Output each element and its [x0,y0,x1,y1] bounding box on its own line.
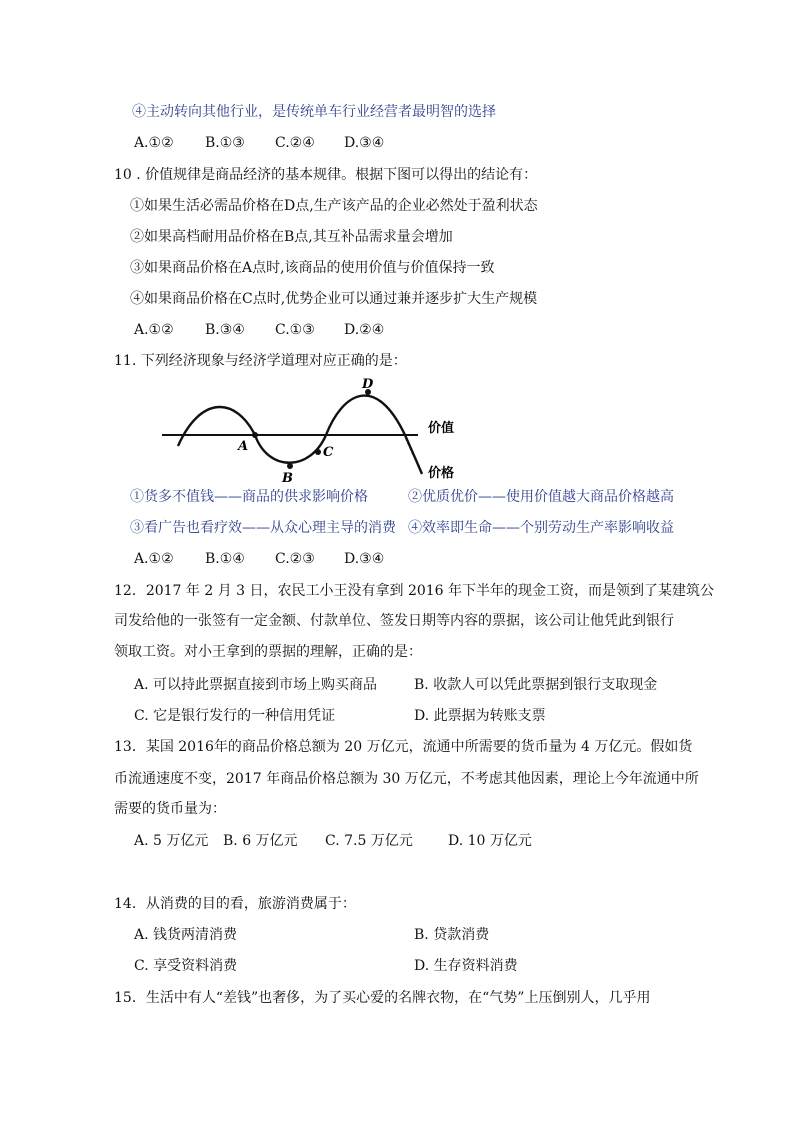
q14-option-a: A. 钱货两清消费 [134,927,238,943]
q9-item-4: ④主动转向其他行业，是传统单车行业经营者最明智的选择 [132,104,496,120]
q12-line-2: 司发给他的一张签有一定金额、付款单位、签发日期等内容的票据，该公司让他凭此到银行 [114,613,674,629]
q9-option-a: A.①② [134,135,174,151]
q11-item-3: ③看广告也看疗效——从众心理主导的消费 [130,520,396,536]
q10-item-4: ④如果商品价格在C点时,优势企业可以通过兼并逐步扩大生产规模 [130,291,538,307]
q10-option-b: B.③④ [205,322,245,338]
q11-item-1: ①货多不值钱——商品的供求影响价格 [130,489,368,505]
q11-item-2: ②优质优价——使用价值越大商品价格越高 [408,489,674,505]
q13-line-1: 13．某国 2016年的商品价格总额为 20 万亿元，流通中所需要的货币量为 4 万亿元。假如货 [114,739,693,755]
q13-line-3: 需要的货币量为： [114,801,226,817]
q12-line-1: 12．2017 年 2 月 3 日，农民工小王没有拿到 2016 年下半年的现金工资，而是领到了某建筑公 [114,583,715,599]
q13-option-c: C. 7.5 万亿元 [325,833,413,849]
label-a: A [238,439,249,454]
q10-item-2: ②如果高档耐用品价格在B点,其互补品需求量会增加 [130,229,453,245]
q12-option-a: A. 可以持此票据直接到市场上购买商品 [134,677,378,693]
point-c [315,449,321,455]
q10-option-a: A.①② [134,322,174,338]
q9-option-c: C.②④ [275,135,315,151]
q13-option-d: D. 10 万亿元 [448,833,532,849]
label-value: 价值 [428,421,455,436]
q9-option-d: D.③④ [344,135,385,151]
q14-stem: 14．从消费的目的看，旅游消费属于： [114,896,356,912]
q10-stem: 10 . 价值规律是商品经济的基本规律。根据下图可以得出的结论有： [114,167,538,183]
q10-item-3: ③如果商品价格在A点时,该商品的使用价值与价值保持一致 [130,260,495,276]
label-price: 价格 [428,466,455,481]
q15-line-1: 15．生活中有人“差钱”也奢侈，为了买心爱的名牌衣物，在“气势”上压倒别人，几乎用 [114,990,651,1006]
q11-stem: 11. 下列经济现象与经济学道理对应正确的是： [114,353,407,369]
value-price-figure [160,374,480,484]
q10-item-1: ①如果生活必需品价格在D点,生产该产品的企业必然处于盈利状态 [130,198,538,214]
point-b [287,463,293,469]
q11-option-c: C.②③ [275,551,315,567]
q13-option-b: B. 6 万亿元 [223,833,298,849]
label-b: B [282,471,293,484]
q14-option-b: B. 贷款消费 [414,927,490,943]
q12-option-b: B. 收款人可以凭此票据到银行支取现金 [414,677,658,693]
q12-line-3: 领取工资。对小王拿到的票据的理解，正确的是： [114,644,422,660]
q13-line-2: 币流通速度不变，2017 年商品价格总额为 30 万亿元，不考虑其他因素，理论上今年流通中所 [114,771,699,787]
label-c: C [323,445,334,460]
q11-item-4: ④效率即生命——个别劳动生产率影响收益 [408,520,674,536]
q11-option-a: A.①② [134,551,174,567]
q10-option-d: D.②④ [344,322,385,338]
q14-option-d: D. 生存资料消费 [414,958,518,974]
q13-option-a: A. 5 万亿元 [134,833,209,849]
q11-option-b: B.①④ [205,551,245,567]
q14-option-c: C. 享受资料消费 [134,958,238,974]
point-a [252,432,258,438]
q12-option-c: C. 它是银行发行的一种信用凭证 [134,708,336,724]
q9-option-b: B.①③ [205,135,245,151]
q12-option-d: D. 此票据为转账支票 [414,708,546,724]
label-d: D [362,377,374,392]
q11-option-d: D.③④ [344,551,385,567]
q10-option-c: C.①③ [275,322,315,338]
